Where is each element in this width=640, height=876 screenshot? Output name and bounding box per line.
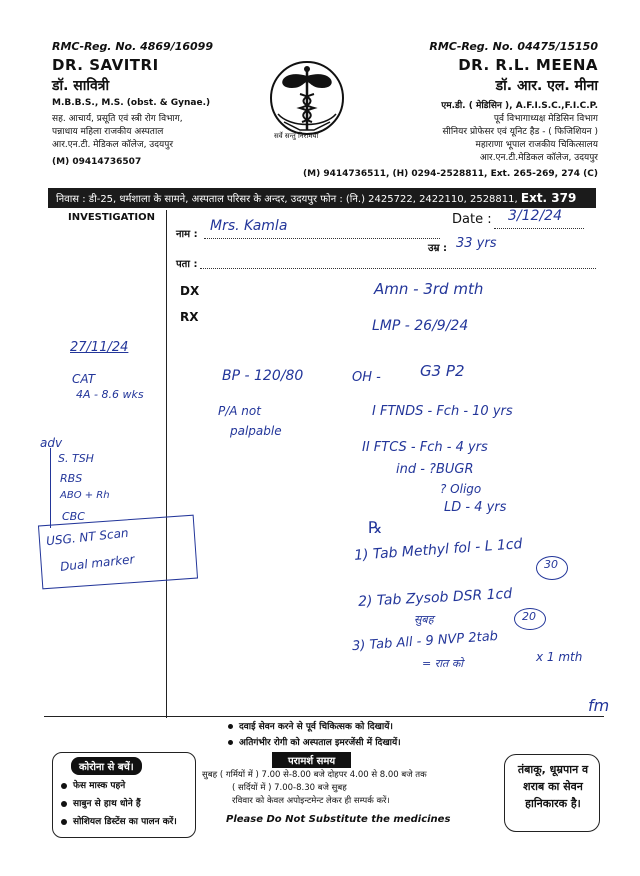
obstetric-ftnd: I FTNDS - Fch - 10 yrs (372, 404, 513, 419)
advice-mark: adv (40, 436, 63, 450)
usg-nt-scan: USG. NT Scan (45, 525, 130, 549)
patient-age: 33 yrs (456, 236, 497, 251)
medicine-2: 2) Tab Zysob DSR 1cd (357, 585, 513, 611)
diagnosis: Amn - 3rd mth (374, 280, 484, 298)
bullet-icon (228, 740, 233, 745)
column-divider (166, 210, 167, 718)
tobacco-warning: तंबाकू, धूम्रपान व शराब का सेवन हानिकारक है। (517, 763, 589, 810)
right-doctor-phones: (M) 9414736511, (H) 0294-2528811, Ext. 265-269, 274 (C) (303, 169, 598, 179)
right-doctor-degree: एम.डी. ( मेडिसिन ), A.F.I.S.C.,F.I.C.P. (441, 101, 598, 111)
left-doctor-line1: सह. आचार्य, प्रसूति एवं स्त्री रोग विभाग, (52, 114, 183, 124)
left-note-ga: 4A - 8.6 wks (76, 388, 144, 401)
right-doctor-line4: आर.एन.टी.मेडिकल कॉलेज, उदयपुर (479, 153, 598, 163)
pa-not: P/A not (218, 404, 261, 418)
right-doctor-name-hindi: डॉ. आर. एल. मीना (495, 78, 598, 94)
left-date: 27/11/24 (70, 340, 129, 355)
timing-line1: सुबह ( गर्मियों में ) 7.00 से-8.00 बजे दोहपर 4.00 से 8.00 बजे तक (202, 770, 427, 780)
substitute-notice: Please Do Not Substitute the medicines (226, 814, 451, 825)
medicine-2-qty: 20 (522, 610, 536, 623)
medicine-3-duration: x 1 mth (536, 650, 583, 664)
logo-caption: सर्वे सन्तु निरामया (274, 132, 319, 140)
bullet-icon (228, 724, 233, 729)
investigation-rbs: RBS (60, 472, 83, 485)
left-doctor-name-hindi: डॉ. सावित्री (52, 78, 110, 94)
note-1: दवाई सेवन करने से पूर्व चिकित्सक को दिखायें। (228, 720, 393, 734)
date-field-line (494, 228, 584, 229)
pa-palpable: palpable (230, 424, 282, 438)
investigation-tsh: S. TSH (58, 452, 94, 465)
bullet-icon (61, 783, 67, 789)
right-doctor-line3: महाराणा भूपाल राजकीय चिकित्सालय (475, 140, 598, 150)
bullet-icon (61, 819, 67, 825)
timing-title: परामर्श समय (272, 752, 351, 768)
rx-handwritten-mark: ℞ (368, 518, 383, 537)
medicine-1: 1) Tab Methyl fol - L 1cd (353, 536, 523, 564)
age-label: उम्र : (428, 243, 447, 254)
left-doctor-name: DR. SAVITRI (52, 56, 159, 74)
date-label: Date : (452, 212, 492, 227)
left-doctor-degree: M.B.B.S., M.S. (obst. & Gynae.) (52, 98, 211, 108)
investigation-label: INVESTIGATION (68, 212, 155, 223)
tobacco-box (504, 754, 600, 832)
caduceus-logo (262, 58, 352, 148)
name-label: नाम : (176, 229, 198, 240)
timing-line2: ( सर्दियों में ) 7.00-8.30 बजे सुबह (232, 783, 347, 793)
medicine-3: 3) Tab All - 9 NVP 2tab (351, 628, 499, 655)
left-doctor-mobile: (M) 09414736507 (52, 157, 142, 167)
obstetric-history: OH - (352, 370, 381, 385)
corona-box (52, 752, 196, 838)
lmp: LMP - 26/9/24 (372, 318, 469, 334)
corona-item: सोशियल डिस्टेंस का पालन करें। (61, 815, 177, 829)
medicine-2-timing: सुबह (414, 613, 434, 626)
address-label: पता : (176, 259, 198, 270)
oligo: ? Oligo (440, 482, 482, 496)
gravida-para: G3 P2 (420, 362, 465, 380)
indication: ind - ?BUGR (396, 462, 474, 477)
medicine-1-qty: 30 (544, 558, 558, 571)
dx-label: DX (180, 284, 200, 298)
visit-date: 3/12/24 (508, 208, 562, 224)
timing-line3: रविवार को केवल अपोइन्टमेन्ट लेकर ही सम्पर्क करें। (232, 796, 390, 806)
investigation-cbc: CBC (62, 510, 85, 523)
bp-reading: BP - 120/80 (222, 368, 304, 384)
address-bar (48, 188, 596, 208)
corona-item: साबुन से हाथ धोने हैं (61, 797, 141, 811)
note-2: अतिगंभीर रोगी को अस्पताल इमरजेंसी में दिखायें। (228, 736, 401, 750)
corona-title: कोरोना से बचें। (71, 757, 142, 775)
rx-label: RX (180, 310, 199, 324)
right-doctor-line2: सीनियर प्रोफेसर एवं यूनिट हैड - ( फिजिशियन ) (442, 127, 598, 137)
medicine-3-timing: = रात को (422, 657, 464, 670)
investigation-abo: ABO + Rh (60, 490, 110, 501)
patient-name: Mrs. Kamla (210, 218, 288, 234)
name-field-line (204, 238, 440, 239)
left-doctor-line2: पन्नाधाय महिला राजकीय अस्पताल (52, 127, 164, 137)
right-reg-number: RMC-Reg. No. 04475/15150 (429, 40, 598, 53)
right-doctor-name: DR. R.L. MEENA (458, 56, 598, 74)
form-bottom-rule (44, 716, 604, 717)
left-doctor-line3: आर.एन.टी. मेडिकल कॉलेज, उदयपुर (52, 140, 174, 150)
investigation-bracket (50, 448, 57, 528)
left-note-cat: CAT (72, 372, 96, 386)
dual-marker: Dual marker (59, 552, 136, 574)
address-field-line (200, 268, 596, 269)
address-ext: Ext. 379 (520, 191, 577, 205)
doctor-signature: fm (588, 696, 610, 715)
bullet-icon (61, 801, 67, 807)
left-reg-number: RMC-Reg. No. 4869/16099 (52, 40, 213, 53)
corona-item: फेस मास्क पहने (61, 779, 125, 793)
last-delivery: LD - 4 yrs (444, 500, 507, 515)
right-doctor-line1: पूर्व विभागाध्यक्ष मेडिसिन विभाग (493, 114, 598, 124)
address-text: निवास : डी-25, धर्मशाला के सामने, अस्पताल परिसर के अन्दर, उदयपुर फोन : (नि.) 2425722, 2422110, 2528811, (56, 194, 518, 205)
obstetric-ftcs: II FTCS - Fch - 4 yrs (362, 440, 488, 455)
